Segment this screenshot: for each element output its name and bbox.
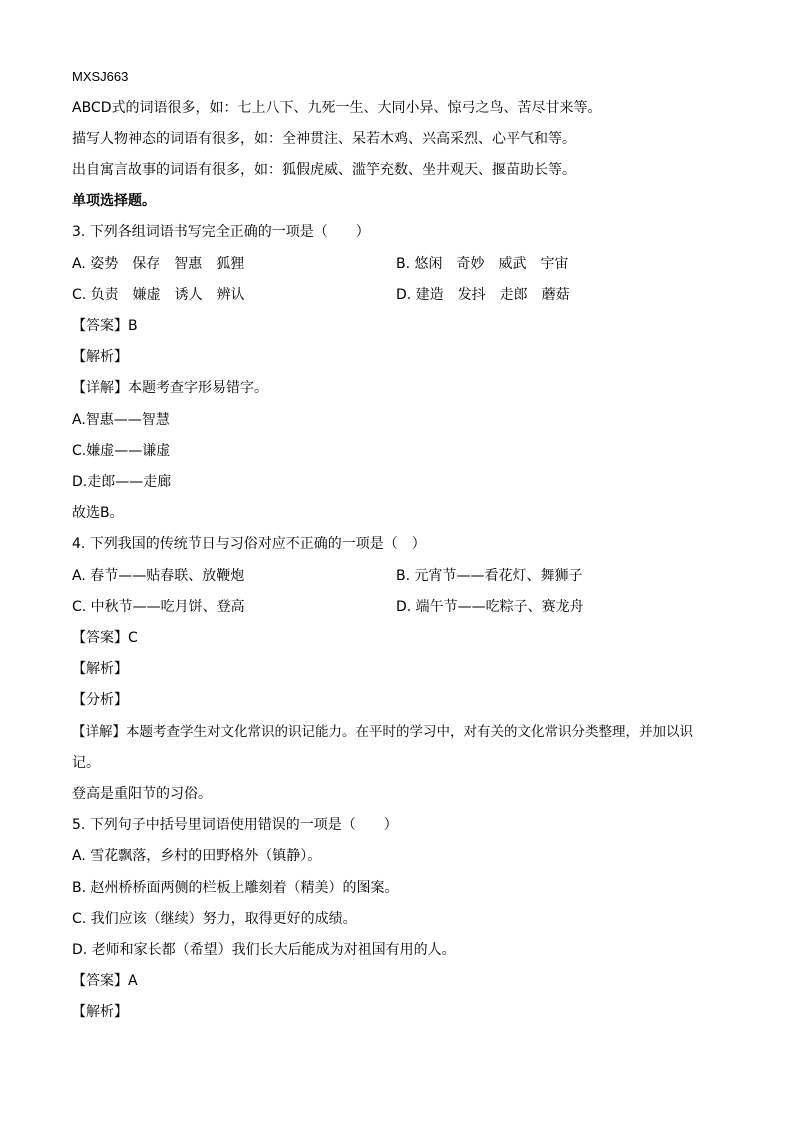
q3-option-d: D. 建造 发抖 走郎 蘑菇 [396,287,570,303]
q3-conclusion: 故选B。 [72,505,124,521]
q5-option-a: A. 雪花飘落，乡村的田野格外（镇静）。 [72,848,322,864]
q4-conclusion: 登高是重阳节的习俗。 [72,786,212,802]
q4-option-c: C. 中秋节——吃月饼、登高 [72,599,245,615]
q4-stem: 4. 下列我国的传统节日与习俗对应不正确的一项是（ ） [72,536,426,552]
q4-answer: 【答案】C [72,630,138,646]
q3-option-b: B. 悠闲 奇妙 威武 宇宙 [396,256,569,272]
header-code: MXSJ663 [72,69,129,84]
q4-detail-line-2: 记。 [72,755,100,771]
q3-correction-a: A.智惠——智慧 [72,412,170,428]
q5-stem: 5. 下列句子中括号里词语使用错误的一项是（ ） [72,817,398,833]
q4-option-d: D. 端午节——吃粽子、赛龙舟 [396,599,584,615]
q4-detail-line-1: 【详解】本题考查学生对文化常识的识记能力。在平时的学习中，对有关的文化常识分类整理，并加以识 [72,724,693,740]
q4-analysis-sub: 【分析】 [72,692,128,708]
q3-correction-d: D.走郎——走廊 [72,474,172,490]
q3-answer: 【答案】B [72,318,138,334]
q3-option-a: A. 姿势 保存 智惠 狐狸 [72,256,245,272]
q5-option-c: C. 我们应该（继续）努力，取得更好的成绩。 [72,911,357,927]
q3-analysis-label: 【解析】 [72,349,128,365]
intro-line-3: 出自寓言故事的词语有很多，如：狐假虎威、滥竽充数、坐井观天、揠苗助长等。 [72,162,576,178]
q5-analysis-label: 【解析】 [72,1004,128,1020]
q4-option-a: A. 春节——贴春联、放鞭炮 [72,568,245,584]
q4-option-b: B. 元宵节——看花灯、舞狮子 [396,568,583,584]
q3-correction-c: C.嫌虚——谦虚 [72,443,171,459]
q5-option-b: B. 赵州桥桥面两侧的栏板上雕刻着（精美）的图案。 [72,880,399,896]
q5-option-d: D. 老师和家长都（希望）我们长大后能成为对祖国有用的人。 [72,942,456,958]
q5-answer: 【答案】A [72,973,138,989]
q3-option-c: C. 负责 嫌虚 诱人 辨认 [72,287,245,303]
q3-detail: 【详解】本题考查字形易错字。 [72,380,268,396]
intro-line-2: 描写人物神态的词语有很多，如：全神贯注、呆若木鸡、兴高采烈、心平气和等。 [72,131,576,147]
q4-analysis-label: 【解析】 [72,661,128,677]
intro-line-1: ABCD式的词语很多，如：七上八下、九死一生、大同小异、惊弓之鸟、苦尽甘来等。 [72,100,602,116]
q3-stem: 3. 下列各组词语书写完全正确的一项是（ ） [72,224,370,240]
section-title: 单项选择题。 [72,193,156,209]
